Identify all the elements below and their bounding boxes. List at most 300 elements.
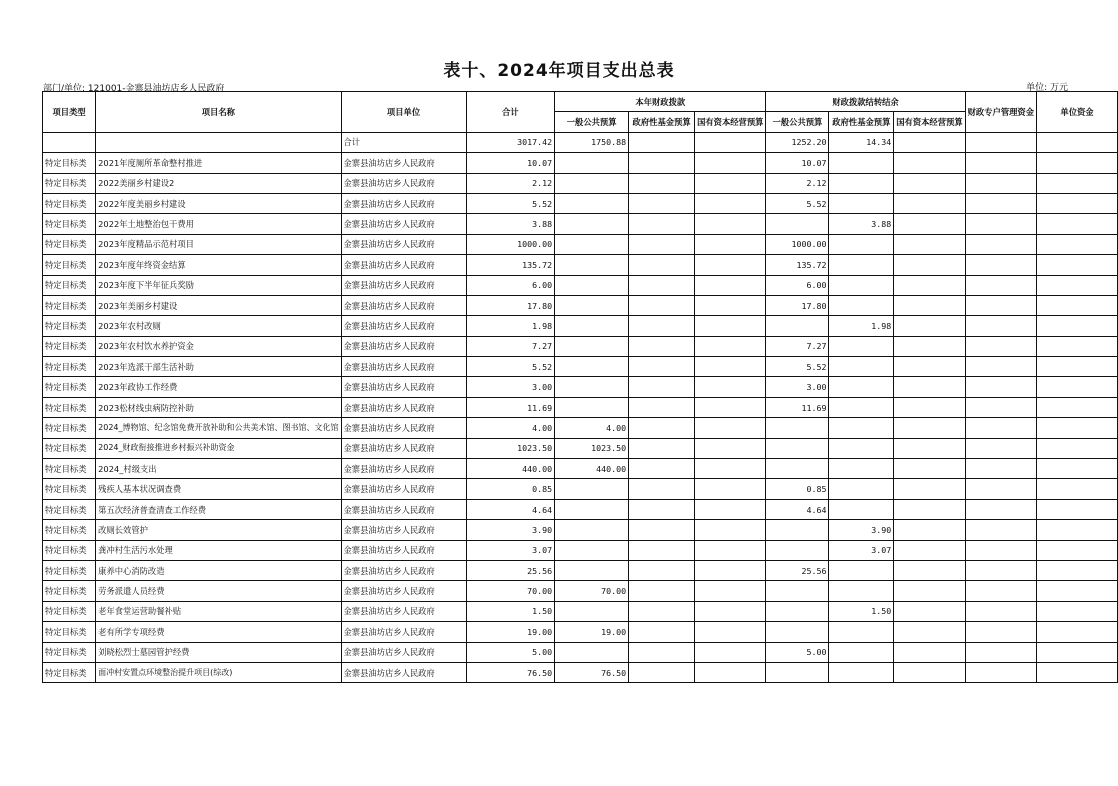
- cell-carry-fund: [829, 560, 894, 580]
- cell-type: 特定目标类: [43, 397, 96, 417]
- cell-org: 金寨县油坊店乡人民政府: [341, 581, 466, 601]
- cell-total: 4.64: [466, 499, 555, 519]
- cell-org: 金寨县油坊店乡人民政府: [341, 662, 466, 682]
- cell-own: [1037, 193, 1118, 213]
- cell-cur-state: [695, 255, 766, 275]
- cell-cur-general: [555, 642, 629, 662]
- cell-cur-state: [695, 662, 766, 682]
- cell-type: 特定目标类: [43, 601, 96, 621]
- cell-carry-fund: [829, 173, 894, 193]
- table-row: [43, 520, 1118, 540]
- cell-carry-general: 10.07: [766, 153, 829, 173]
- cell-org: 金寨县油坊店乡人民政府: [341, 336, 466, 356]
- cell-own: [1037, 316, 1118, 336]
- cell-own: [1037, 479, 1118, 499]
- cell-cur-general: [555, 560, 629, 580]
- cell-own: [1037, 459, 1118, 479]
- cell-type: 特定目标类: [43, 520, 96, 540]
- cell-cur-fund: [629, 520, 695, 540]
- cell-carry-state: [894, 153, 965, 173]
- cell-total: 3017.42: [466, 132, 555, 152]
- cell-cur-state: [695, 132, 766, 152]
- header-special-account: 财政专户管理资金: [965, 92, 1036, 133]
- cell-own: [1037, 275, 1118, 295]
- cell-type: 特定目标类: [43, 459, 96, 479]
- cell-name: 2022年土地整治包干费用: [96, 214, 341, 234]
- cell-total: 1.50: [466, 601, 555, 621]
- header-carry-state: 国有资本经营预算: [894, 112, 965, 132]
- cell-cur-state: [695, 642, 766, 662]
- cell-cur-general: [555, 540, 629, 560]
- cell-org: 金寨县油坊店乡人民政府: [341, 520, 466, 540]
- cell-carry-state: [894, 214, 965, 234]
- cell-total: 1023.50: [466, 438, 555, 458]
- cell-org: 金寨县油坊店乡人民政府: [341, 316, 466, 336]
- cell-own: [1037, 662, 1118, 682]
- table-row: [43, 234, 1118, 254]
- cell-cur-state: [695, 153, 766, 173]
- cell-type: 特定目标类: [43, 275, 96, 295]
- cell-cur-general: [555, 499, 629, 519]
- cell-cur-fund: [629, 622, 695, 642]
- cell-name: 2022美丽乡村建设2: [96, 173, 341, 193]
- unit-label: 单位: 万元: [1026, 83, 1068, 93]
- cell-own: [1037, 438, 1118, 458]
- cell-carry-fund: [829, 275, 894, 295]
- cell-carry-general: [766, 622, 829, 642]
- cell-carry-state: [894, 397, 965, 417]
- table-row: [43, 622, 1118, 642]
- cell-name: 2023年政协工作经费: [96, 377, 341, 397]
- cell-own: [1037, 397, 1118, 417]
- cell-total: 3.07: [466, 540, 555, 560]
- cell-cur-fund: [629, 255, 695, 275]
- cell-cur-general: [555, 520, 629, 540]
- cell-cur-fund: [629, 173, 695, 193]
- header-total: 合计: [466, 92, 555, 133]
- cell-type: 特定目标类: [43, 153, 96, 173]
- cell-carry-state: [894, 132, 965, 152]
- cell-cur-fund: [629, 132, 695, 152]
- table-row: [43, 642, 1118, 662]
- cell-cur-state: [695, 520, 766, 540]
- cell-carry-fund: [829, 234, 894, 254]
- cell-special: [965, 581, 1036, 601]
- cell-own: [1037, 581, 1118, 601]
- cell-total: 2.12: [466, 173, 555, 193]
- cell-cur-fund: [629, 336, 695, 356]
- cell-org: 金寨县油坊店乡人民政府: [341, 438, 466, 458]
- cell-name: 2022年度美丽乡村建设: [96, 193, 341, 213]
- cell-type: 特定目标类: [43, 418, 96, 438]
- page-title: 表十、2024年项目支出总表: [443, 61, 675, 81]
- cell-name: 劳务派遣人员经费: [96, 581, 341, 601]
- table-row: [43, 214, 1118, 234]
- cell-cur-general: [555, 601, 629, 621]
- cell-total: 7.27: [466, 336, 555, 356]
- cell-special: [965, 479, 1036, 499]
- cell-total: 3.00: [466, 377, 555, 397]
- cell-own: [1037, 499, 1118, 519]
- cell-special: [965, 499, 1036, 519]
- cell-cur-general: [555, 357, 629, 377]
- cell-cur-state: [695, 601, 766, 621]
- cell-special: [965, 295, 1036, 315]
- cell-name: 2024_博物馆、纪念馆免费开放补助和公共美术馆、图书馆、文化馆: [96, 418, 341, 438]
- cell-carry-general: 0.85: [766, 479, 829, 499]
- cell-carry-general: [766, 520, 829, 540]
- cell-carry-fund: [829, 295, 894, 315]
- table-row: [43, 275, 1118, 295]
- cell-cur-fund: [629, 193, 695, 213]
- cell-special: [965, 377, 1036, 397]
- cell-carry-fund: 3.90: [829, 520, 894, 540]
- table-row: [43, 418, 1118, 438]
- cell-carry-general: 11.69: [766, 397, 829, 417]
- cell-carry-state: [894, 234, 965, 254]
- cell-carry-state: [894, 662, 965, 682]
- cell-cur-state: [695, 622, 766, 642]
- cell-type: 特定目标类: [43, 193, 96, 213]
- cell-cur-fund: [629, 438, 695, 458]
- table-row: [43, 560, 1118, 580]
- cell-cur-fund: [629, 560, 695, 580]
- cell-carry-fund: [829, 397, 894, 417]
- cell-cur-state: [695, 234, 766, 254]
- cell-carry-fund: [829, 662, 894, 682]
- cell-special: [965, 601, 1036, 621]
- cell-carry-general: [766, 662, 829, 682]
- cell-special: [965, 132, 1036, 152]
- cell-own: [1037, 132, 1118, 152]
- cell-total: 76.50: [466, 662, 555, 682]
- cell-own: [1037, 418, 1118, 438]
- cell-special: [965, 316, 1036, 336]
- cell-cur-fund: [629, 459, 695, 479]
- header-carry-fund: 政府性基金预算: [829, 112, 894, 132]
- cell-name: 2023年美丽乡村建设: [96, 295, 341, 315]
- cell-cur-general: [555, 214, 629, 234]
- cell-cur-fund: [629, 153, 695, 173]
- cell-total: 17.80: [466, 295, 555, 315]
- cell-org: 金寨县油坊店乡人民政府: [341, 397, 466, 417]
- cell-own: [1037, 336, 1118, 356]
- cell-special: [965, 275, 1036, 295]
- cell-own: [1037, 295, 1118, 315]
- header-own-funds: 单位资金: [1037, 92, 1118, 133]
- table-row: [43, 295, 1118, 315]
- cell-carry-state: [894, 479, 965, 499]
- cell-type: 特定目标类: [43, 438, 96, 458]
- cell-total: 440.00: [466, 459, 555, 479]
- cell-special: [965, 173, 1036, 193]
- cell-special: [965, 193, 1036, 213]
- table-row: [43, 193, 1118, 213]
- cell-org: 金寨县油坊店乡人民政府: [341, 560, 466, 580]
- cell-total: 4.00: [466, 418, 555, 438]
- cell-carry-state: [894, 418, 965, 438]
- cell-carry-state: [894, 499, 965, 519]
- table-row: [43, 316, 1118, 336]
- cell-carry-state: [894, 581, 965, 601]
- cell-carry-general: 1000.00: [766, 234, 829, 254]
- cell-special: [965, 255, 1036, 275]
- cell-cur-general: [555, 153, 629, 173]
- cell-org: 金寨县油坊店乡人民政府: [341, 153, 466, 173]
- cell-org: 金寨县油坊店乡人民政府: [341, 418, 466, 438]
- table-row: [43, 499, 1118, 519]
- cell-total: 19.00: [466, 622, 555, 642]
- cell-type: 特定目标类: [43, 234, 96, 254]
- cell-type: 特定目标类: [43, 662, 96, 682]
- cell-total: 3.90: [466, 520, 555, 540]
- cell-carry-general: [766, 459, 829, 479]
- cell-special: [965, 336, 1036, 356]
- cell-name: 龚冲村生活污水处理: [96, 540, 341, 560]
- table-row: [43, 540, 1118, 560]
- cell-type: 特定目标类: [43, 581, 96, 601]
- cell-cur-fund: [629, 275, 695, 295]
- cell-cur-state: [695, 397, 766, 417]
- cell-carry-general: 4.64: [766, 499, 829, 519]
- cell-carry-general: 5.52: [766, 357, 829, 377]
- header-name: 项目名称: [96, 92, 341, 133]
- cell-special: [965, 418, 1036, 438]
- cell-cur-general: 1023.50: [555, 438, 629, 458]
- header-carryover: 财政拨款结转结余: [766, 92, 965, 112]
- cell-carry-fund: [829, 438, 894, 458]
- cell-type: 特定目标类: [43, 499, 96, 519]
- cell-own: [1037, 173, 1118, 193]
- cell-type: 特定目标类: [43, 540, 96, 560]
- cell-own: [1037, 520, 1118, 540]
- cell-org: 金寨县油坊店乡人民政府: [341, 622, 466, 642]
- table-row: [43, 459, 1118, 479]
- cell-carry-state: [894, 459, 965, 479]
- cell-special: [965, 153, 1036, 173]
- cell-carry-fund: 14.34: [829, 132, 894, 152]
- cell-cur-fund: [629, 377, 695, 397]
- table-row: [43, 173, 1118, 193]
- cell-total: 0.85: [466, 479, 555, 499]
- cell-type: 特定目标类: [43, 622, 96, 642]
- cell-cur-fund: [629, 214, 695, 234]
- cell-org: 金寨县油坊店乡人民政府: [341, 642, 466, 662]
- cell-carry-general: 7.27: [766, 336, 829, 356]
- project-expenditure-table: [42, 91, 1118, 683]
- cell-carry-state: [894, 642, 965, 662]
- cell-cur-fund: [629, 295, 695, 315]
- cell-name: 康养中心消防改造: [96, 560, 341, 580]
- cell-name: 2021年度厕所革命整村推进: [96, 153, 341, 173]
- cell-org: 金寨县油坊店乡人民政府: [341, 377, 466, 397]
- cell-name: 2023年农村饮水养护资金: [96, 336, 341, 356]
- cell-cur-general: 76.50: [555, 662, 629, 682]
- cell-carry-fund: 3.07: [829, 540, 894, 560]
- cell-total: 10.07: [466, 153, 555, 173]
- cell-type: 特定目标类: [43, 173, 96, 193]
- cell-cur-general: 19.00: [555, 622, 629, 642]
- cell-own: [1037, 377, 1118, 397]
- cell-carry-state: [894, 560, 965, 580]
- cell-total: 5.00: [466, 642, 555, 662]
- cell-carry-fund: [829, 642, 894, 662]
- cell-type: 特定目标类: [43, 479, 96, 499]
- cell-special: [965, 662, 1036, 682]
- cell-cur-fund: [629, 642, 695, 662]
- cell-own: [1037, 560, 1118, 580]
- cell-special: [965, 357, 1036, 377]
- cell-own: [1037, 357, 1118, 377]
- cell-type: 特定目标类: [43, 560, 96, 580]
- cell-name: 老年食堂运营助餐补贴: [96, 601, 341, 621]
- cell-carry-state: [894, 377, 965, 397]
- cell-cur-general: [555, 234, 629, 254]
- cell-carry-fund: [829, 377, 894, 397]
- cell-carry-fund: 3.88: [829, 214, 894, 234]
- cell-name: 老有所学专项经费: [96, 622, 341, 642]
- cell-special: [965, 560, 1036, 580]
- cell-cur-state: [695, 418, 766, 438]
- cell-type: 特定目标类: [43, 336, 96, 356]
- cell-total: 135.72: [466, 255, 555, 275]
- cell-name: [96, 132, 341, 152]
- cell-cur-fund: [629, 397, 695, 417]
- cell-carry-state: [894, 255, 965, 275]
- cell-org: 金寨县油坊店乡人民政府: [341, 499, 466, 519]
- cell-cur-general: [555, 397, 629, 417]
- table-row: [43, 153, 1118, 173]
- cell-carry-general: [766, 540, 829, 560]
- cell-name: 改厕长效管护: [96, 520, 341, 540]
- cell-type: [43, 132, 96, 152]
- cell-cur-fund: [629, 234, 695, 254]
- cell-special: [965, 520, 1036, 540]
- table-row: [43, 601, 1118, 621]
- cell-carry-general: 2.12: [766, 173, 829, 193]
- cell-cur-state: [695, 275, 766, 295]
- cell-name: 2023年度年终资金结算: [96, 255, 341, 275]
- cell-own: [1037, 153, 1118, 173]
- header-cur-state: 国有资本经营预算: [695, 112, 766, 132]
- cell-cur-general: [555, 275, 629, 295]
- cell-own: [1037, 601, 1118, 621]
- cell-name: 2023年农村改厕: [96, 316, 341, 336]
- cell-total: 1.98: [466, 316, 555, 336]
- cell-type: 特定目标类: [43, 357, 96, 377]
- cell-carry-fund: [829, 418, 894, 438]
- cell-carry-state: [894, 336, 965, 356]
- cell-cur-fund: [629, 418, 695, 438]
- cell-own: [1037, 234, 1118, 254]
- cell-cur-general: [555, 377, 629, 397]
- cell-cur-general: 4.00: [555, 418, 629, 438]
- total-row: [43, 132, 1118, 152]
- cell-type: 特定目标类: [43, 642, 96, 662]
- cell-carry-fund: [829, 479, 894, 499]
- cell-cur-state: [695, 438, 766, 458]
- cell-carry-fund: [829, 336, 894, 356]
- cell-cur-state: [695, 540, 766, 560]
- cell-carry-state: [894, 520, 965, 540]
- cell-carry-fund: [829, 193, 894, 213]
- header-type: 项目类型: [43, 92, 96, 133]
- cell-cur-state: [695, 214, 766, 234]
- cell-org: 金寨县油坊店乡人民政府: [341, 459, 466, 479]
- cell-special: [965, 234, 1036, 254]
- cell-carry-fund: [829, 459, 894, 479]
- cell-own: [1037, 255, 1118, 275]
- table-row: [43, 662, 1118, 682]
- cell-cur-fund: [629, 581, 695, 601]
- header-cur-fund: 政府性基金预算: [629, 112, 695, 132]
- cell-carry-fund: 1.98: [829, 316, 894, 336]
- cell-carry-state: [894, 601, 965, 621]
- cell-cur-state: [695, 357, 766, 377]
- table-row: [43, 377, 1118, 397]
- cell-cur-general: [555, 193, 629, 213]
- cell-carry-fund: [829, 622, 894, 642]
- cell-special: [965, 459, 1036, 479]
- cell-special: [965, 397, 1036, 417]
- cell-cur-fund: [629, 357, 695, 377]
- cell-cur-state: [695, 295, 766, 315]
- cell-carry-state: [894, 193, 965, 213]
- cell-type: 特定目标类: [43, 255, 96, 275]
- cell-name: 2024_财政衔接推进乡村振兴补助资金: [96, 438, 341, 458]
- cell-cur-fund: [629, 540, 695, 560]
- cell-cur-general: [555, 316, 629, 336]
- cell-name: 2024_村级支出: [96, 459, 341, 479]
- cell-cur-state: [695, 581, 766, 601]
- cell-org: 金寨县油坊店乡人民政府: [341, 601, 466, 621]
- cell-cur-fund: [629, 662, 695, 682]
- cell-org: 金寨县油坊店乡人民政府: [341, 255, 466, 275]
- cell-cur-general: [555, 173, 629, 193]
- cell-carry-state: [894, 438, 965, 458]
- cell-cur-state: [695, 193, 766, 213]
- cell-total: 5.52: [466, 357, 555, 377]
- cell-carry-general: 17.80: [766, 295, 829, 315]
- cell-org: 金寨县油坊店乡人民政府: [341, 357, 466, 377]
- cell-carry-general: [766, 418, 829, 438]
- cell-cur-state: [695, 560, 766, 580]
- cell-carry-general: [766, 581, 829, 601]
- cell-org: 金寨县油坊店乡人民政府: [341, 234, 466, 254]
- cell-carry-state: [894, 316, 965, 336]
- cell-org: 金寨县油坊店乡人民政府: [341, 275, 466, 295]
- cell-cur-state: [695, 479, 766, 499]
- table-row: [43, 581, 1118, 601]
- header-carry-general: 一般公共预算: [766, 112, 829, 132]
- cell-name: 残疾人基本状况调查费: [96, 479, 341, 499]
- cell-carry-state: [894, 540, 965, 560]
- header-current-appropriation: 本年财政拨款: [555, 92, 766, 112]
- cell-carry-general: 135.72: [766, 255, 829, 275]
- cell-cur-fund: [629, 499, 695, 519]
- cell-total: 1000.00: [466, 234, 555, 254]
- cell-type: 特定目标类: [43, 316, 96, 336]
- cell-carry-fund: [829, 499, 894, 519]
- cell-carry-fund: 1.50: [829, 601, 894, 621]
- cell-carry-fund: [829, 581, 894, 601]
- cell-org: 金寨县油坊店乡人民政府: [341, 193, 466, 213]
- cell-special: [965, 540, 1036, 560]
- cell-cur-general: 70.00: [555, 581, 629, 601]
- cell-name: 2023年度下半年征兵奖励: [96, 275, 341, 295]
- cell-carry-fund: [829, 153, 894, 173]
- cell-org: 合计: [341, 132, 466, 152]
